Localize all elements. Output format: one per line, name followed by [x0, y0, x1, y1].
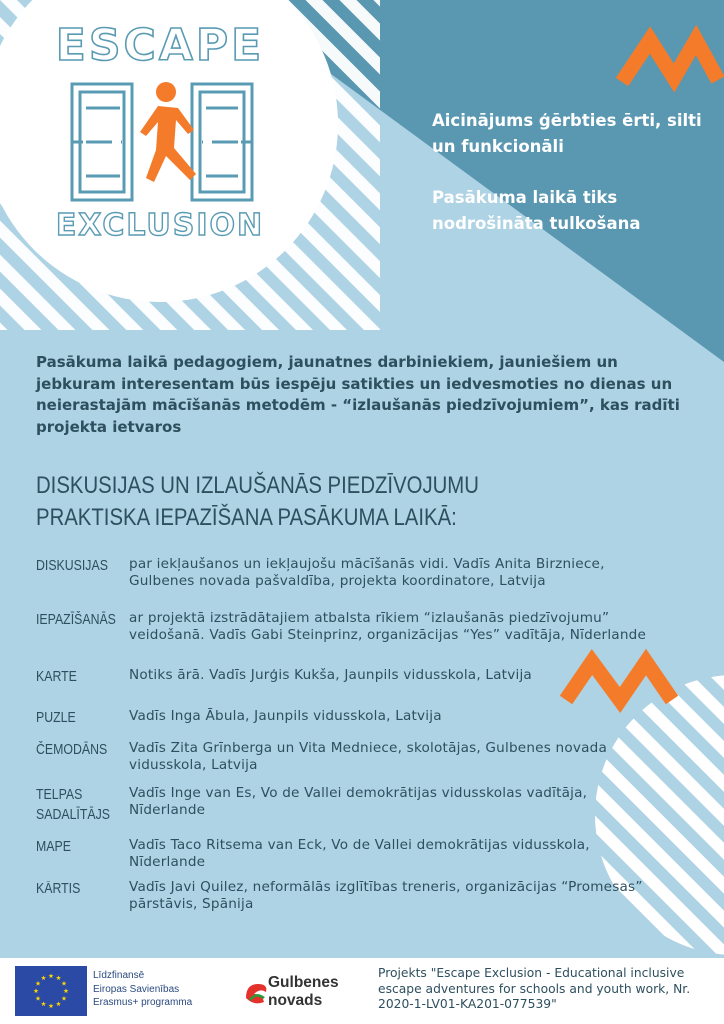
intro-paragraph: Pasākuma laikā pedagogiem, jaunatnes darbiniekiem, jauniešiem un jebkuram interesentam būs iespēju satikties un iedvesmoties no dienas un neierastajām mācīšanās metodēm - “izlaušanās piedzīvojumiem”, kas radīti projekta ietvaros [36, 353, 680, 436]
section-heading-line1: DISKUSIJAS UN IZLAUŠANĀS PIEDZĪVOJUMU [36, 472, 479, 499]
gulbenes-novads-logo [238, 968, 338, 1014]
activity-name: TELPAS SADALĪTĀJS [36, 787, 110, 823]
activity-description: par iekļaušanos un iekļaujošu mācīšanās vidi. Vadīs Anita Birzniece, Gulbenes novada pašvaldība, projekta koordinatore, Latvija [129, 556, 605, 590]
eu-line1: Līdzfinansē [93, 970, 145, 981]
eu-flag-icon [15, 966, 87, 1016]
activity-description: Notiks ārā. Vadīs Jurģis Kukša, Jaunpils vidusskola, Latvija [129, 667, 532, 683]
novads-name: novads [268, 992, 323, 1009]
section-heading [36, 470, 551, 534]
activity-description: Vadīs Zita Grīnberga un Vita Medniece, skolotājas, Gulbenes novada vidusskola, Latvija [129, 740, 607, 774]
footer [0, 958, 724, 1024]
activity-name: PUZLE [36, 710, 76, 726]
activity-name: ČEMODĀNS [36, 742, 108, 758]
activity-description: ar projektā izstrādātajiem atbalsta rīkiem “izlaušanās piedzīvojumu” veidošanā. Vadīs Gabi Steinprinz, organizācijas “Yes” vadītāja, Nīderlande [129, 610, 647, 644]
logo-exclusion-word: EXCLUSION [55, 208, 265, 243]
dress-code-note: Aicinājums ģērbties ērti, silti un funkcionāli [432, 111, 702, 156]
eu-line2: Eiropas Savienības [93, 983, 180, 995]
eu-cofunding-text [93, 969, 243, 1010]
gulbenes-name: Gulbenes [268, 974, 339, 991]
logo-escape-word: ESCAPE [55, 20, 265, 71]
activity-name: DISKUSIJAS [36, 558, 108, 574]
activity-description: Vadīs Inge van Es, Vo de Vallei demokrātijas vidusskolas vadītāja, Nīderlande [129, 785, 588, 819]
activity-name: KARTE [36, 669, 77, 685]
project-reference: Projekts "Escape Exclusion - Educational inclusive escape adventures for schools and youth work, Nr. 2020-1-LV01-KA201-077539" [378, 966, 691, 1011]
eu-line3: Erasmus+ programma [93, 997, 193, 1009]
activity-description: Vadīs Javi Quilez, neformālās izglītības treneris, organizācijas “Promesas” pārstāvis, Spānija [129, 879, 643, 913]
activity-name: IEPAZĪŠANĀS [36, 612, 116, 628]
activity-name: KĀRTIS [36, 881, 81, 897]
section-heading-line2: PRAKTISKA IEPAZĪŠANA PASĀKUMA LAIKĀ: [36, 504, 457, 531]
escape-exclusion-logo [30, 12, 290, 252]
running-person-icon [62, 78, 262, 206]
activity-description: Vadīs Inga Ābula, Jaunpils vidusskola, Latvija [129, 708, 442, 724]
translation-note: Pasākuma laikā tiks nodrošināta tulkošana [432, 188, 641, 233]
activity-name: MAPE [36, 839, 71, 855]
invitation-notes [432, 108, 712, 237]
activity-description: Vadīs Taco Ritsema van Eck, Vo de Vallei demokrātijas vidusskola, Nīderlande [129, 837, 590, 871]
